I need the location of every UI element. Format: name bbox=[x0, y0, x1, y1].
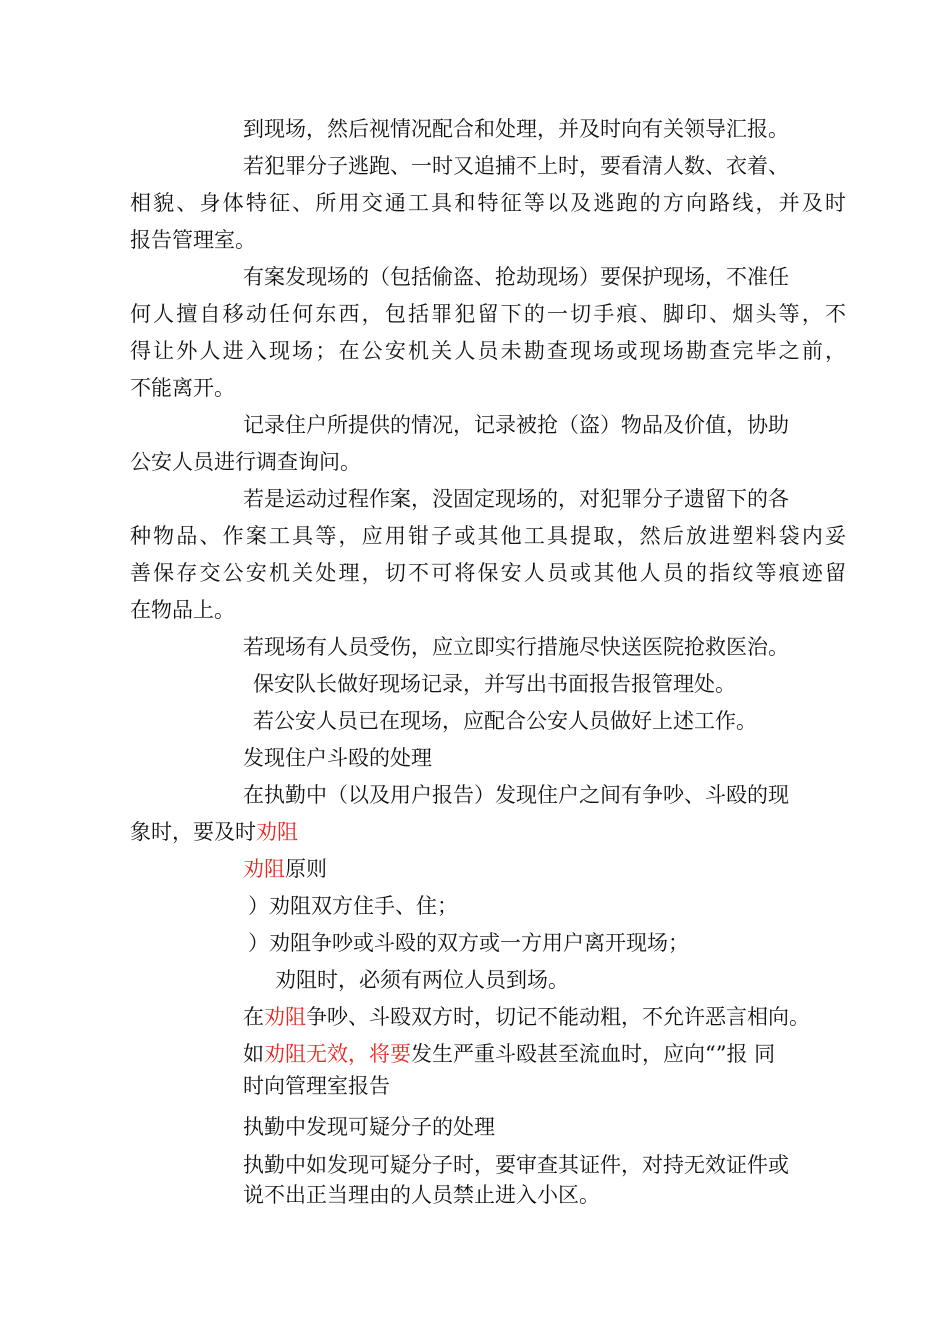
highlight-text: 劝阻 bbox=[243, 857, 285, 881]
paragraph-line bbox=[243, 1002, 810, 1032]
paragraph-line: 记录住户所提供的情况，记录被抢（盗）物品及价值，协助 bbox=[243, 413, 789, 437]
paragraph-line: 何人擅自移动任何东西，包括罪犯留下的一切手痕、脚印、烟头等，不 bbox=[130, 302, 846, 326]
highlight-text: 劝阻无效，将要 bbox=[264, 1042, 411, 1066]
text-run: 原则 bbox=[285, 857, 327, 881]
paragraph-line: 报告管理室。 bbox=[130, 228, 256, 252]
paragraph-line: 若犯罪分子逃跑、一时又追捕不上时，要看清人数、衣着、 bbox=[243, 154, 789, 178]
highlight-text: 劝阻 bbox=[264, 1005, 306, 1029]
paragraph-line: 得让外人进入现场；在公安机关人员未勘查现场或现场勘查完毕之前， bbox=[130, 339, 846, 363]
highlight-text: 劝阻 bbox=[256, 820, 298, 844]
section-heading: 执勤中发现可疑分子的处理 bbox=[243, 1115, 495, 1139]
paragraph-line: 若公安人员已在现场，应配合公安人员做好上述工作。 bbox=[253, 709, 757, 733]
text-run: 发生严重斗殴甚至流血时，应向“”报 同 bbox=[411, 1042, 776, 1066]
paragraph-line bbox=[130, 817, 298, 847]
paragraph-line: 若是运动过程作案，没固定现场的，对犯罪分子遗留下的各 bbox=[243, 487, 789, 511]
list-item: 劝阻时，必须有两位人员到场。 bbox=[275, 968, 569, 992]
paragraph-line: 相貌、身体特征、所用交通工具和特征等以及逃跑的方向路线，并及时 bbox=[130, 191, 846, 215]
paragraph-line: 时向管理室报告 bbox=[243, 1074, 390, 1098]
paragraph-line: 说不出正当理由的人员禁止进入小区。 bbox=[243, 1183, 600, 1207]
list-item: ）劝阻双方住手、住； bbox=[248, 894, 458, 918]
paragraph-line: 到现场，然后视情况配合和处理，并及时向有关领导汇报。 bbox=[243, 117, 789, 141]
paragraph-line: 善保存交公安机关处理，切不可将保安人员或其他人员的指纹等痕迹留 bbox=[130, 561, 846, 585]
paragraph-line bbox=[243, 1039, 775, 1069]
list-item: ）劝阻争吵或斗殴的双方或一方用户离开现场； bbox=[248, 931, 689, 955]
paragraph-line: 保安队长做好现场记录，并写出书面报告报管理处。 bbox=[253, 672, 736, 696]
section-heading: 发现住户斗殴的处理 bbox=[243, 746, 432, 770]
subheading-line bbox=[243, 854, 327, 884]
paragraph-line: 有案发现场的（包括偷盗、抢劫现场）要保护现场，不准任 bbox=[243, 265, 789, 289]
text-run: 如 bbox=[243, 1042, 264, 1066]
paragraph-line: 公安人员进行调查询问。 bbox=[130, 450, 361, 474]
paragraph-line: 若现场有人员受伤，应立即实行措施尽快送医院抢救医治。 bbox=[243, 635, 789, 659]
paragraph-line: 执勤中如发现可疑分子时，要审查其证件，对持无效证件或 bbox=[243, 1153, 789, 1177]
paragraph-line: 不能离开。 bbox=[130, 376, 235, 400]
text-run: 象时，要及时 bbox=[130, 820, 256, 844]
paragraph-line: 在物品上。 bbox=[130, 598, 235, 622]
paragraph-line: 种物品、作案工具等，应用钳子或其他工具提取，然后放进塑料袋内妥 bbox=[130, 524, 846, 548]
text-run: 在 bbox=[243, 1005, 264, 1029]
paragraph-line: 在执勤中（以及用户报告）发现住户之间有争吵、斗殴的现 bbox=[243, 783, 789, 807]
text-run: 争吵、斗殴双方时，切记不能动粗，不允许恶言相向。 bbox=[306, 1005, 810, 1029]
